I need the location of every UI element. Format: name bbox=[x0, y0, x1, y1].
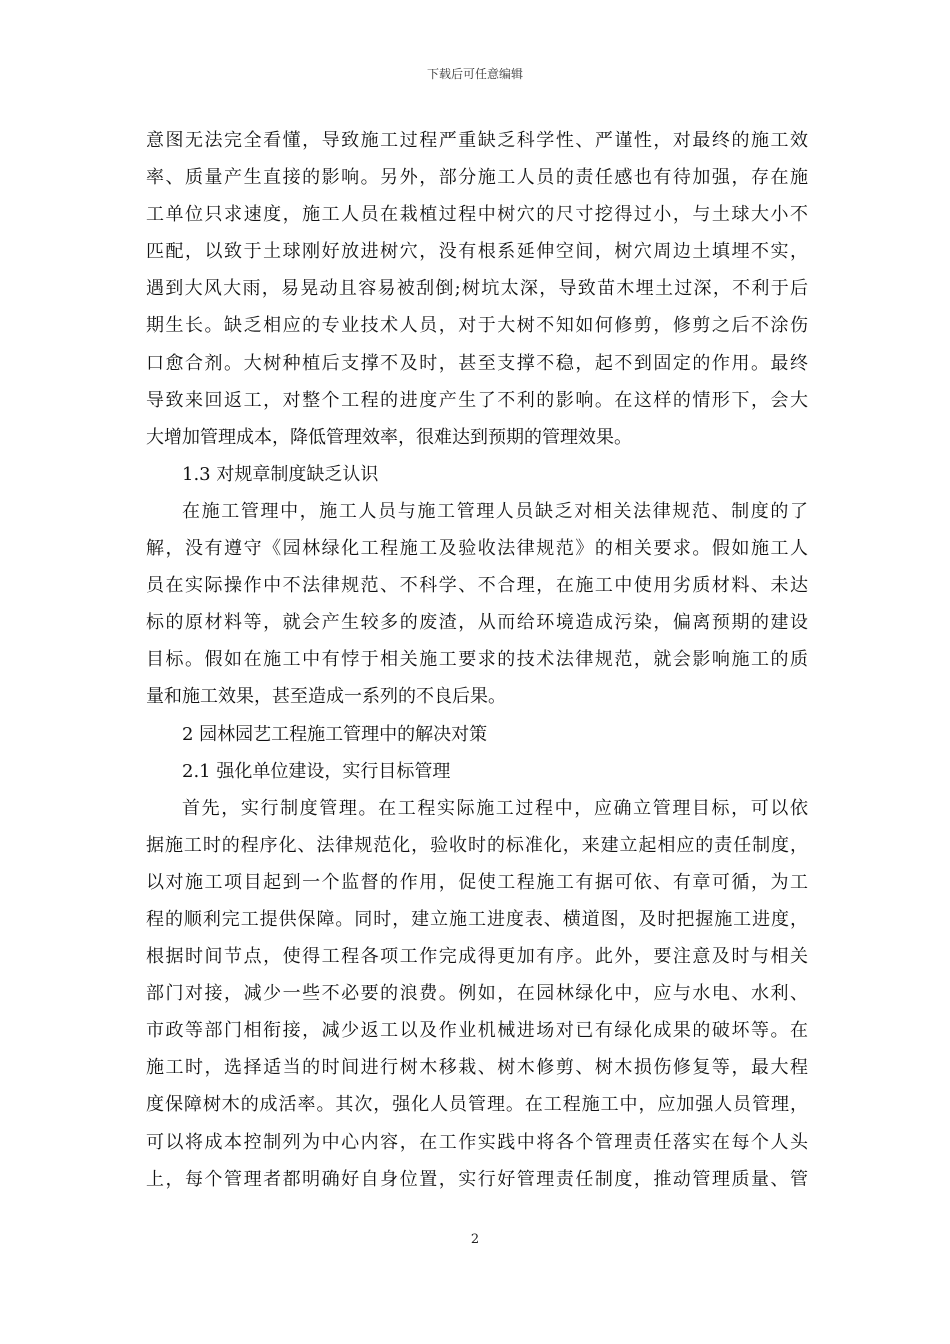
body-line: 可以将成本控制列为中心内容，在工作实践中将各个管理责任落实在每个人头 bbox=[146, 1131, 808, 1153]
body-line: 施工时，选择适当的时间进行树木移栽、树木修剪、树木损伤修复等，最大程 bbox=[146, 1057, 808, 1079]
body-line: 口愈合剂。大树种植后支撑不及时，甚至支撑不稳，起不到固定的作用。最终 bbox=[146, 352, 808, 374]
body-line: 程的顺利完工提供保障。同时，建立施工进度表、横道图，及时把握施工进度， bbox=[146, 908, 808, 930]
body-line: 意图无法完全看懂，导致施工过程严重缺乏科学性、严谨性，对最终的施工效 bbox=[146, 130, 808, 151]
body-line: 标的原材料等，就会产生较多的废渣，从而给环境造成污染，偏离预期的建设 bbox=[146, 612, 808, 634]
body-line: 遇到大风大雨，易晃动且容易被刮倒;树坑太深，导致苗木埋土过深，不利于后 bbox=[146, 278, 808, 300]
body-line: 根据时间节点，使得工程各项工作完成得更加有序。此外，要注意及时与相关 bbox=[146, 946, 808, 968]
body-line: 在施工管理中，施工人员与施工管理人员缺乏对相关法律规范、制度的了 bbox=[182, 500, 808, 522]
document-body bbox=[146, 122, 808, 1198]
page-header: 下载后可任意编辑 bbox=[426, 67, 523, 81]
page-number: 2 bbox=[470, 1232, 480, 1247]
body-line: 大增加管理成本，降低管理效率，很难达到预期的管理效果。 bbox=[146, 426, 632, 448]
body-line: 市政等部门相衔接，减少返工以及作业机械进场对已有绿化成果的破坏等。在 bbox=[146, 1020, 808, 1042]
body-line: 匹配，以致于土球刚好放进树穴，没有根系延伸空间，树穴周边土填埋不实， bbox=[146, 241, 808, 263]
body-line: 率、质量产生直接的影响。另外，部分施工人员的责任感也有待加强，存在施 bbox=[146, 167, 808, 189]
body-line: 期生长。缺乏相应的专业技术人员，对于大树不知如何修剪，修剪之后不涂伤 bbox=[146, 315, 808, 337]
body-line: 工单位只求速度，施工人员在栽植过程中树穴的尺寸挖得过小，与土球大小不 bbox=[146, 204, 808, 226]
body-line: 上，每个管理者都明确好自身位置，实行好管理责任制度，推动管理质量、管 bbox=[146, 1168, 808, 1190]
body-line: 员在实际操作中不法律规范、不科学、不合理，在施工中使用劣质材料、未达 bbox=[146, 575, 808, 597]
body-line: 以对施工项目起到一个监督的作用，促使工程施工有据可依、有章可循，为工 bbox=[146, 871, 808, 893]
body-line: 首先，实行制度管理。在工程实际施工过程中，应确立管理目标，可以依 bbox=[182, 797, 808, 819]
body-line: 度保障树木的成活率。其次，强化人员管理。在工程施工中，应加强人员管理， bbox=[146, 1094, 808, 1116]
section-heading: 2.1 强化单位建设，实行目标管理 bbox=[182, 760, 451, 782]
section-heading: 1.3 对规章制度缺乏认识 bbox=[182, 463, 379, 485]
body-line: 量和施工效果，甚至造成一系列的不良后果。 bbox=[146, 686, 506, 708]
section-heading: 2 园林园艺工程施工管理中的解决对策 bbox=[182, 723, 488, 745]
body-line: 导致来回返工，对整个工程的进度产生了不利的影响。在这样的情形下，会大 bbox=[146, 389, 808, 411]
body-line: 解，没有遵守《园林绿化工程施工及验收法律规范》的相关要求。假如施工人 bbox=[146, 538, 808, 560]
body-line: 据施工时的程序化、法律规范化，验收时的标准化，来建立起相应的责任制度， bbox=[146, 834, 808, 856]
body-line: 目标。假如在施工中有悖于相关施工要求的技术法律规范，就会影响施工的质 bbox=[146, 649, 808, 671]
body-line: 部门对接，减少一些不必要的浪费。例如，在园林绿化中，应与水电、水利、 bbox=[146, 983, 808, 1005]
